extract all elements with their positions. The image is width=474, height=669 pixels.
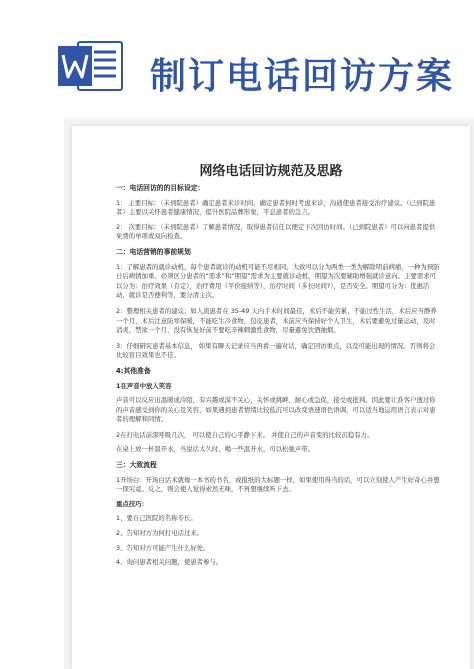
section-heading: 三：大致流程 <box>116 461 157 470</box>
subheading: 1在声音中放入笑容 <box>116 381 172 390</box>
banner <box>0 0 474 108</box>
paragraph: 1： 主要目标：（未到院患者）确定患者来诊时间，确定患者何时考虑来诊，沟通使患者接受治疗建议。（已到院患者）主要以关怀患者健康情况，提升医院品牌形象，平息患者的急言。 <box>116 198 436 217</box>
list-item: 4、询问患者相关问题，使患者参与。 <box>116 558 223 567</box>
paragraph: 1：了解患者的就诊动机，每个患者就诊的动机可能不尽相同，大致可以分为两类一类为解除明前病痛，一种为预防日后病情加重。必须区分患者的“需求”和“期望”需求为主要就诊动机，期望为次要辅助增强就诊意向。主要需求可以分为：治疗效果（肯定），治疗费用（平价接纳等），治疗时间（多长时间?），是否安全。期望可分为：优惠活动，就诊是否便利等，要分清主次。 <box>116 262 440 300</box>
section-heading: 4:其他准备 <box>116 366 151 375</box>
document-title: 网络电话回访规范及思路 <box>199 164 343 179</box>
list-item: 3、告知对方可能产生什么好处。 <box>116 543 210 552</box>
word-document-icon <box>58 40 124 92</box>
paragraph: 声音可以反应出温暖或冷陌，有兴趣或漠不关心，关怀或挑衅，耐心或急促，接受或批判。因此要让准客户透过你的声音感受到你的关心及笑容，如果遇到患者情绪比较低沉可以改变语速语色语调，可以适当地运用语言表示对患者的理解和同情。 <box>116 396 436 424</box>
document-page <box>72 126 470 669</box>
page-title: 制订电话回访方案 <box>150 56 455 97</box>
paragraph: 在桌上放一杯温开水，当说话太久时，喝一些温开水，可以松弛声带。 <box>116 445 315 454</box>
subheading: 重点技巧： <box>116 499 148 508</box>
list-item: 2、告知对方为何打电话过来。 <box>116 529 204 538</box>
section-heading: 一：电话回访的的目标设定： <box>116 184 205 192</box>
section-heading: 二：电话营销的事前规划 <box>116 247 191 256</box>
paragraph: 1开场白：开场白话术就像一本书的书名，或报纸的大标题一样，如果使用得当的话，可以立刻使人产生好奇心并想一探究竟。反之，则会使人觉得索然无味，不再想继续听下去。 <box>116 475 440 494</box>
document-body <box>116 184 440 573</box>
list-item: 1、要自己医院的名称专长。 <box>116 514 197 523</box>
paragraph: 3：仔细研究患者基本信息， 如果有聊天记录应当再看一遍对话，确定回访重点，以及可能出现的情况。否则将会比较盲目效果也不佳。 <box>116 341 436 360</box>
paragraph: 2：整理相关患者的建议；如人流患者在 35-49 天内手术时间最佳，术后不能劳累，不能过性生活，术后应当静养一个月，术后注意防寒保暖，不能吃生冷食物，包皮患者，术前应当保持好个人卫生，术后要避免过量运动，及时消炎，禁欲一个月，没有恢复好前不要吃辛辣刺激性食物，尽量避免饮酒抽烟。 <box>116 306 437 335</box>
paragraph: 2在打电话前深呼吸几次， 可以使自己的心平静下来。 并使自己的声音变的比较沉稳有力。 <box>116 430 374 439</box>
paragraph: 2： 次要目标：（未到院患者）了解患者情况，取得患者信任以便定下次回访时间。（已到院患者）可以向患者提供免费的单项或双向检查。 <box>116 222 436 241</box>
